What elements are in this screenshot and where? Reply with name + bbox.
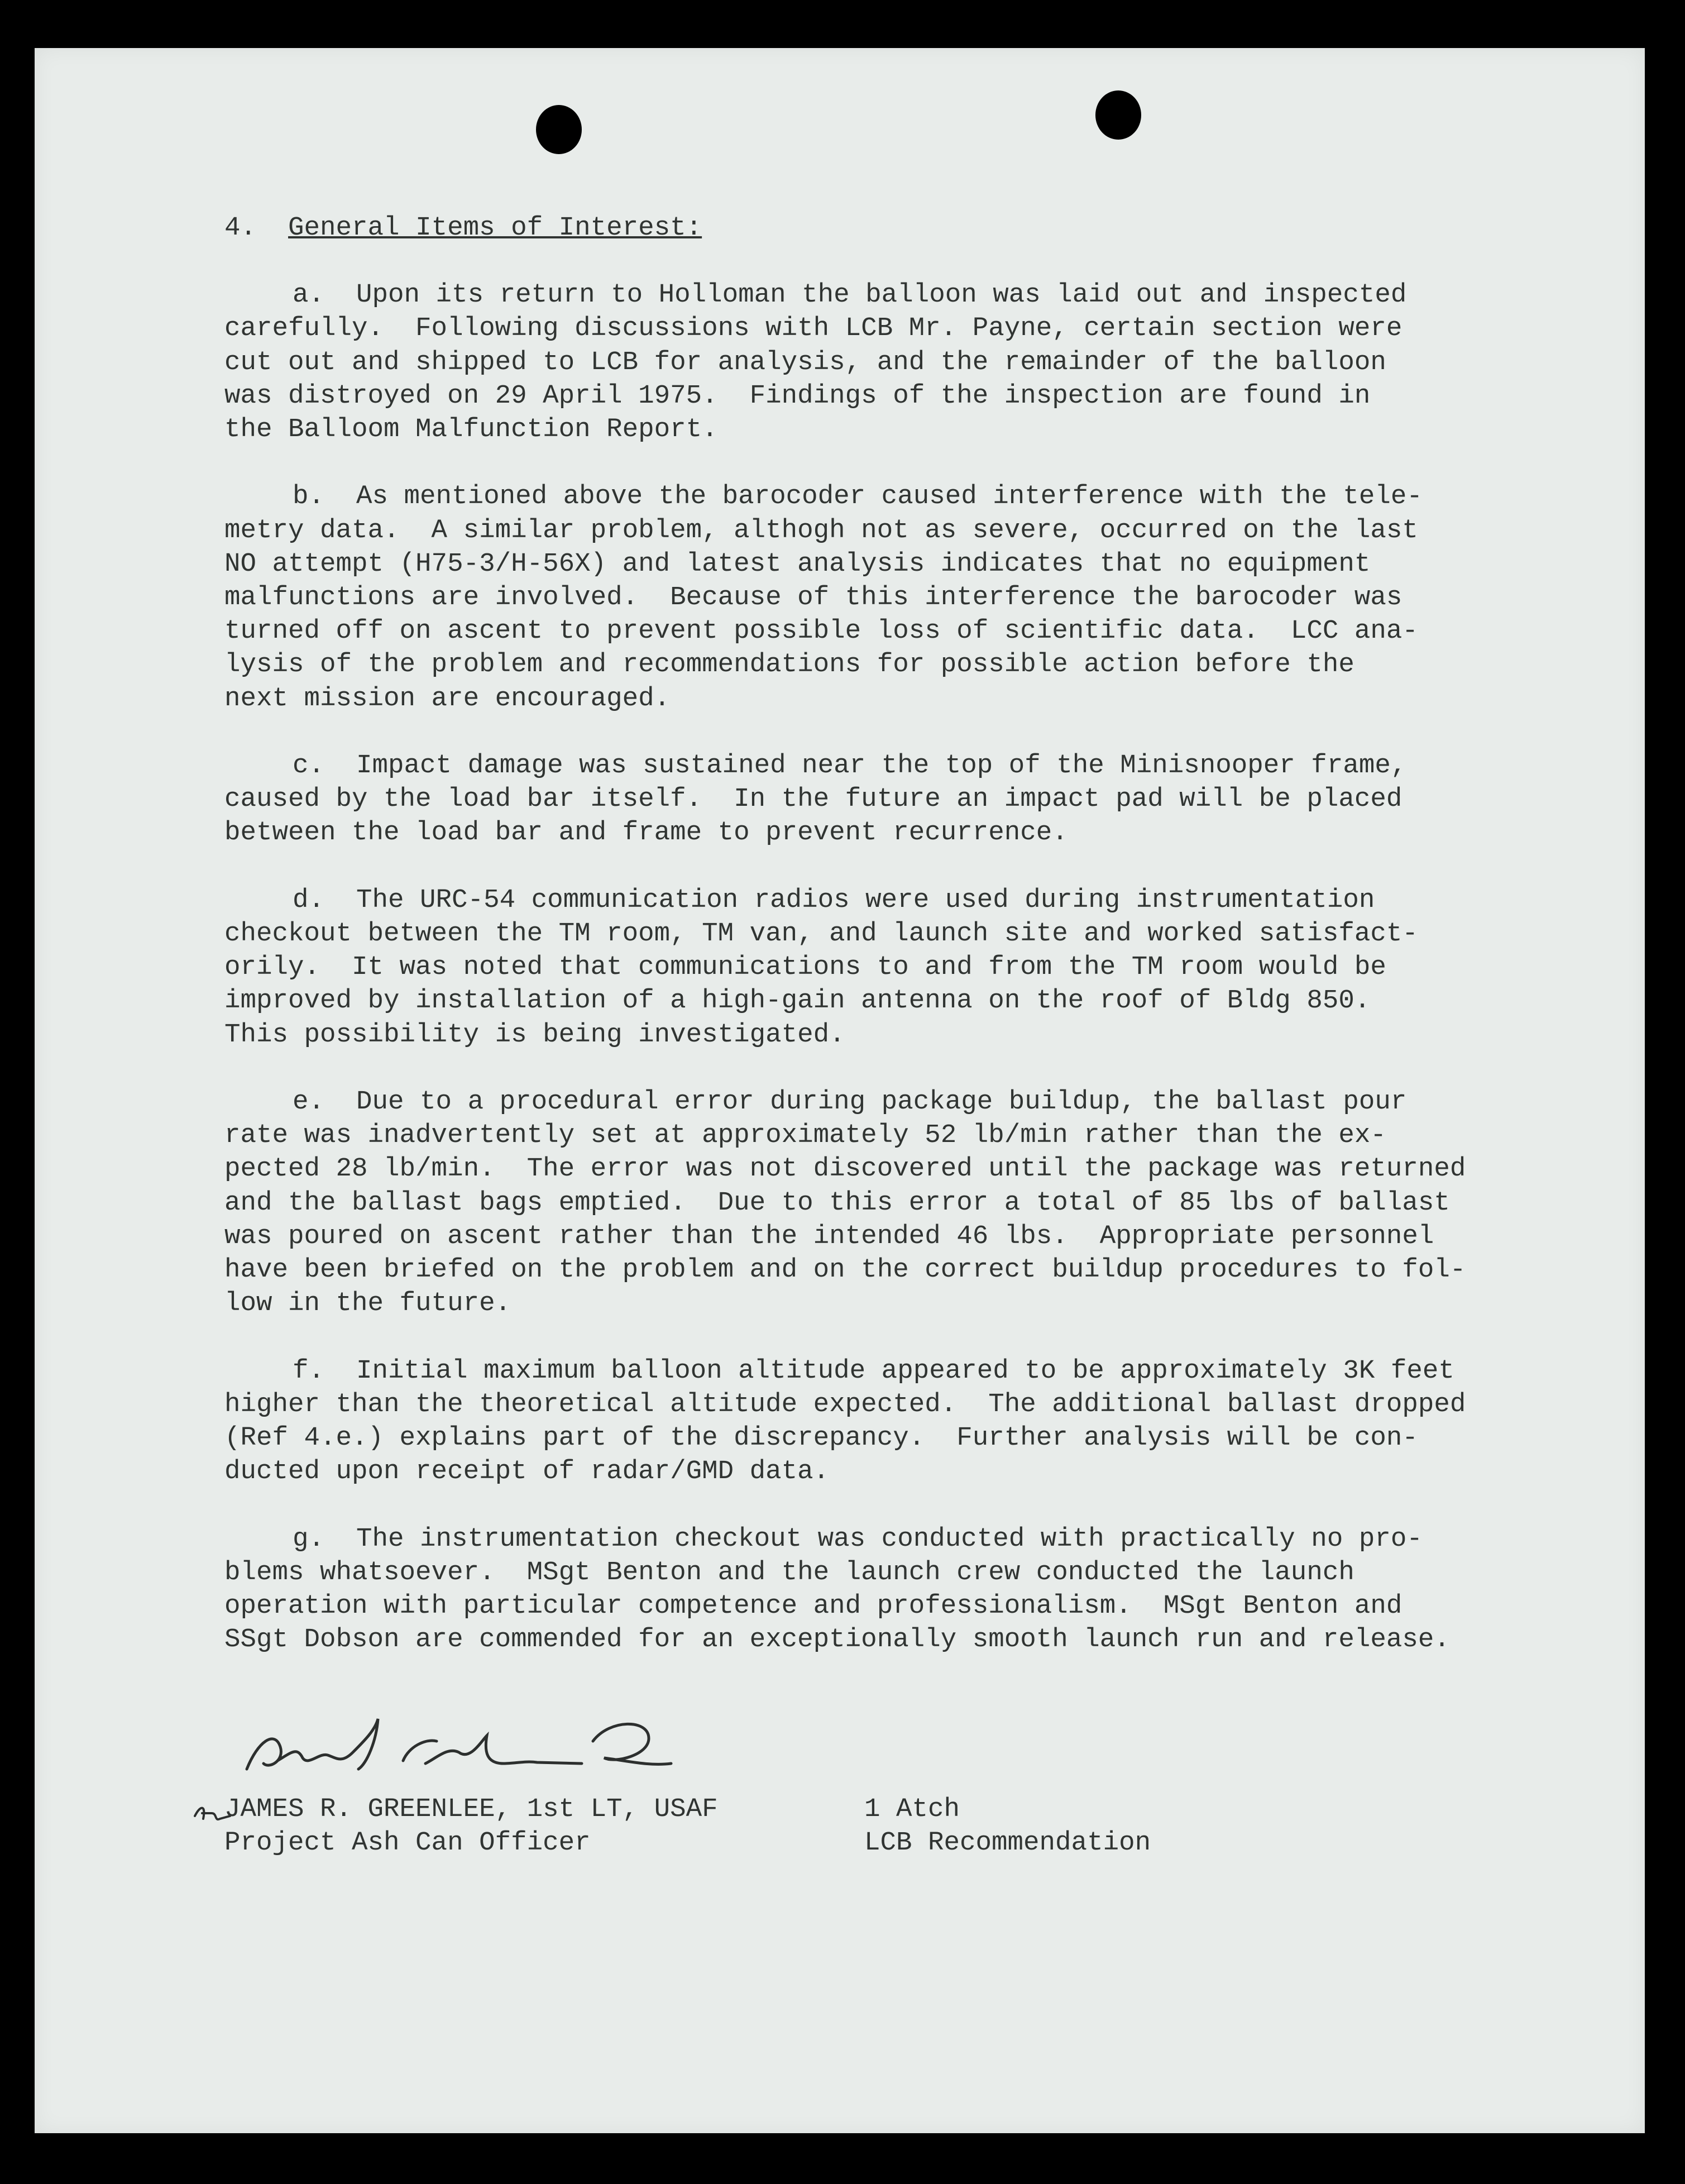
paragraph-line: SSgt Dobson are commended for an exceptionally smooth launch run and release. <box>224 1624 1450 1655</box>
paragraph-line: carefully. Following discussions with LCB Mr. Payne, certain section were <box>224 313 1402 344</box>
document-page <box>35 48 1645 2133</box>
paragraph-d <box>224 883 1576 1052</box>
document-body <box>224 211 1576 1858</box>
paragraph-line: NO attempt (H75-3/H-56X) and latest analysis indicates that no equipment <box>224 548 1371 579</box>
paragraph-line: caused by the load bar itself. In the future an impact pad will be placed <box>224 784 1402 815</box>
signatory-title: Project Ash Can Officer <box>224 1828 591 1858</box>
paragraph-line: higher than the theoretical altitude expected. The additional ballast dropped <box>224 1389 1466 1420</box>
paragraph-label: c. <box>293 751 325 781</box>
paragraph-line: checkout between the TM room, TM van, and launch site and worked satisfact- <box>224 919 1418 949</box>
paragraph-line: orily. It was noted that communications to and from the TM room would be <box>224 952 1386 983</box>
paragraph-line: the Balloom Malfunction Report. <box>224 414 718 445</box>
paragraph-line: malfunctions are involved. Because of this interference the barocoder was <box>224 582 1402 613</box>
signatory-name: JAMES R. GREENLEE, 1st LT, USAF <box>224 1794 718 1824</box>
paragraph-line: metry data. A similar problem, althogh not as severe, occurred on the last <box>224 515 1418 546</box>
paragraph-line: This possibility is being investigated. <box>224 1019 845 1050</box>
paragraph-label: f. <box>293 1355 325 1386</box>
paragraph-line: b. As mentioned above the barocoder caused interference with the tele- <box>293 481 1423 512</box>
paragraph-g <box>224 1522 1576 1657</box>
paragraph-line: operation with particular competence and professionalism. MSgt Benton and <box>224 1591 1402 1622</box>
paragraph-f <box>224 1354 1576 1489</box>
paragraph-line: was poured on ascent rather than the intended 46 lbs. Appropriate personnel <box>224 1221 1434 1251</box>
paragraph-line: blems whatsoever. MSgt Benton and the launch crew conducted the launch <box>224 1557 1354 1588</box>
punch-hole-left <box>536 105 582 154</box>
attachment-count: 1 Atch <box>864 1794 960 1824</box>
paragraph-c <box>224 749 1576 850</box>
attachment-details <box>864 1793 1151 1860</box>
paragraph-line: d. The URC-54 communication radios were used during instrumentation <box>293 885 1375 915</box>
paragraph-label: g. <box>293 1523 325 1554</box>
paragraph-line: was distroyed on 29 April 1975. Findings of the inspection are found in <box>224 380 1371 411</box>
paragraph-line: have been briefed on the problem and on the correct buildup procedures to fol- <box>224 1255 1466 1285</box>
paragraph-label: d. <box>293 885 325 915</box>
heading-number: 4. <box>224 213 257 243</box>
handwritten-signature <box>224 1708 744 1786</box>
paragraph-line: lysis of the problem and recommendations for possible action before the <box>224 649 1354 680</box>
paragraph-label: b. <box>293 481 325 512</box>
paragraph-line: (Ref 4.e.) explains part of the discrepancy. Further analysis will be con- <box>224 1423 1418 1454</box>
paragraph-label: e. <box>293 1087 325 1117</box>
paragraph-line: and the ballast bags emptied. Due to this error a total of 85 lbs of ballast <box>224 1187 1450 1218</box>
paragraph-line: improved by installation of a high-gain antenna on the roof of Bldg 850. <box>224 986 1371 1016</box>
paragraph-line: turned off on ascent to prevent possible loss of scientific data. LCC ana- <box>224 616 1418 647</box>
section-heading <box>224 211 1576 245</box>
paragraph-label: a. <box>293 280 325 310</box>
signatory-details <box>224 1793 718 1860</box>
paragraph-line: pected 28 lb/min. The error was not discovered until the package was returned <box>224 1154 1466 1184</box>
paragraph-line: cut out and shipped to LCB for analysis, and the remainder of the balloon <box>224 347 1386 377</box>
signature-block <box>224 1708 1576 1858</box>
paragraph-line: g. The instrumentation checkout was conducted with practically no pro- <box>293 1523 1423 1554</box>
heading-title: General Items of Interest: <box>288 213 702 243</box>
paragraph-line: e. Due to a procedural error during package buildup, the ballast pour <box>293 1087 1407 1117</box>
paragraph-e <box>224 1085 1576 1320</box>
paragraph-b <box>224 480 1576 715</box>
paragraph-line: between the load bar and frame to prevent recurrence. <box>224 818 1068 848</box>
paragraph-line: f. Initial maximum balloon altitude appeared to be approximately 3K feet <box>293 1355 1454 1386</box>
punch-hole-right <box>1095 90 1141 140</box>
paragraph-line: next mission are encouraged. <box>224 683 671 714</box>
paragraph-line: rate was inadvertently set at approximately 52 lb/min rather than the ex- <box>224 1120 1386 1151</box>
paragraph-a <box>224 278 1576 446</box>
paragraph-line: a. Upon its return to Holloman the balloon was laid out and inspected <box>293 280 1407 310</box>
attachment-name: LCB Recommendation <box>864 1828 1151 1858</box>
paragraph-line: ducted upon receipt of radar/GMD data. <box>224 1456 830 1487</box>
paragraph-line: low in the future. <box>224 1288 511 1319</box>
paragraph-line: c. Impact damage was sustained near the top of the Minisnooper frame, <box>293 751 1407 781</box>
